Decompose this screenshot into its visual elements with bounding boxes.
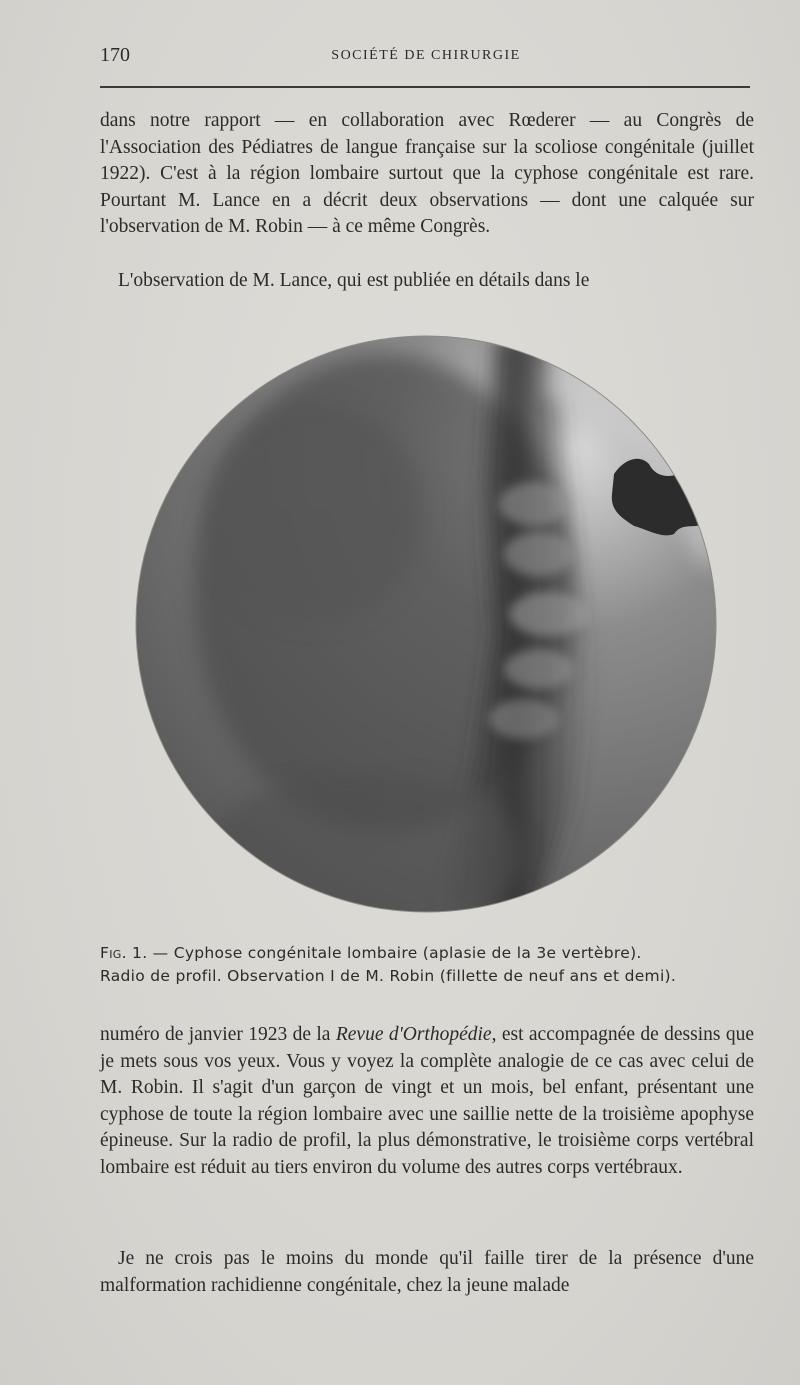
paragraph-2: L'observation de M. Lance, qui est publiée en détails dans le (118, 270, 590, 291)
header-rule (100, 86, 750, 88)
page-header (100, 44, 752, 74)
radiograph-image (134, 334, 718, 914)
figure-label: Fig. 1. (100, 944, 148, 962)
paragraph-1: dans notre rapport — en collaboration avec Rœderer — au Congrès de l'Association des Pédiatres de langue française sur la scoliose congénitale (juillet 1922). C'est à la région lombaire surtout que la cyphose congénitale est rare. Pourtant M. Lance en a décrit deux observations — dont une calquée sur l'observation de M. Robin — à ce même Congrès. (100, 110, 754, 237)
paragraph-3-before: numéro de janvier 1923 de la (100, 1024, 336, 1045)
page-number: 170 (100, 44, 130, 66)
journal-title: Revue d'Orthopédie (335, 1024, 492, 1045)
paragraph-4: Je ne crois pas le moins du monde qu'il faille tirer de la présence d'une malformation rachidienne congénitale, chez la jeune malade (100, 1248, 754, 1296)
running-head: SOCIÉTÉ DE CHIRURGIE (331, 48, 521, 63)
paragraph-3 (100, 1022, 754, 1181)
paragraph-3-after: , est accompagnée de dessins que je mets sous vos yeux. Vous y voyez la complète analogie de ce cas avec celui de M. Robin. Il s'agit d'un garçon de vingt et un mois, bel enfant, présentant une cyphose de toute la région lombaire avec une saillie nette de la troisième apophyse épineuse. Sur la radio de profil, la plus démonstrative, le troisième corps vertébral lombaire est réduit au tiers environ du volume des autres corps vertébraux. (100, 1024, 754, 1178)
caption-line-1: — Cyphose congénitale lombaire (aplasie de la 3e vertèbre). (147, 944, 642, 962)
caption-line-2: Radio de profil. Observation I de M. Robin (fillette de neuf ans et demi). (100, 967, 677, 985)
figure-caption (100, 942, 754, 988)
radiograph-figure (134, 334, 718, 914)
